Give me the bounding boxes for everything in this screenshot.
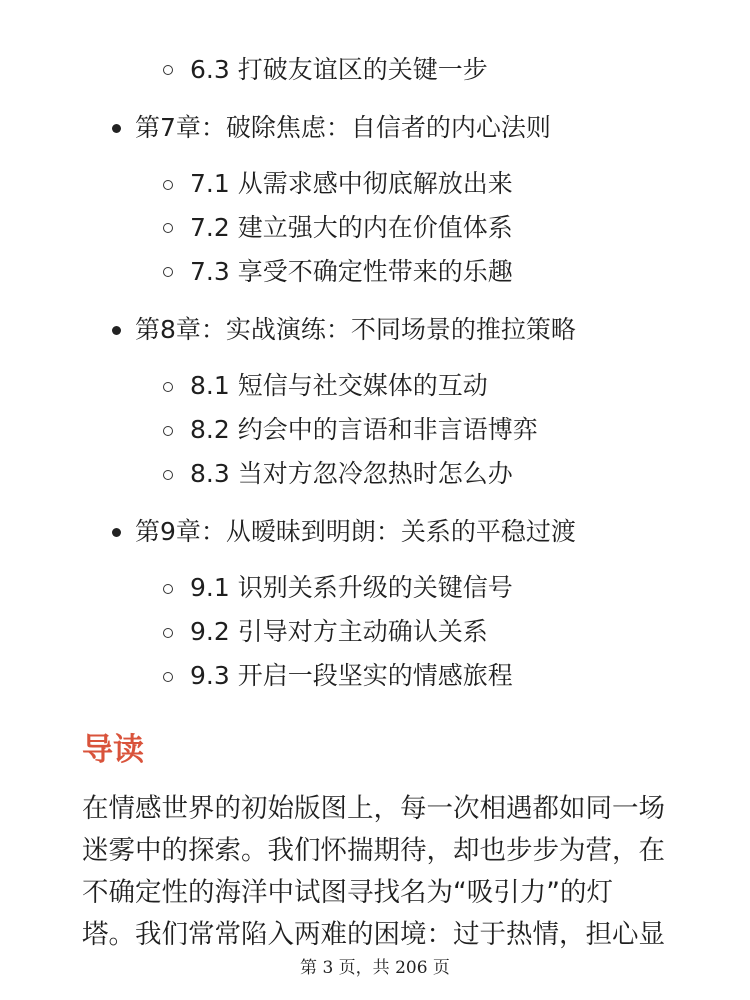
toc-item[interactable]: 9.2 引导对方主动确认关系 <box>190 617 488 646</box>
hollow-bullet-icon <box>163 628 173 638</box>
hollow-bullet-icon <box>163 584 173 594</box>
paragraph-line: 不确定性的海洋中试图寻找名为“吸引力”的灯 <box>82 877 613 908</box>
solid-bullet-icon <box>112 124 121 133</box>
toc-item[interactable]: 7.1 从需求感中彻底解放出来 <box>190 169 513 198</box>
paragraph-line: 在情感世界的初始版图上，每一次相遇都如同一场 <box>82 793 665 824</box>
toc-item[interactable]: 6.3 打破友谊区的关键一步 <box>190 55 488 84</box>
body-paragraph <box>82 788 682 956</box>
toc-item[interactable]: 9.1 识别关系升级的关键信号 <box>190 573 513 602</box>
toc-item[interactable]: 8.3 当对方忽冷忽热时怎么办 <box>190 459 513 488</box>
toc-chapter[interactable]: 第7章：破除焦虑：自信者的内心法则 <box>135 113 551 142</box>
solid-bullet-icon <box>112 528 121 537</box>
hollow-bullet-icon <box>163 426 173 436</box>
hollow-bullet-icon <box>163 223 173 233</box>
hollow-bullet-icon <box>163 470 173 480</box>
paragraph-line: 迷雾中的探索。我们怀揣期待，却也步步为营，在 <box>82 835 665 866</box>
solid-bullet-icon <box>112 326 121 335</box>
toc-item[interactable]: 7.2 建立强大的内在价值体系 <box>190 213 513 242</box>
toc-item[interactable]: 9.3 开启一段坚实的情感旅程 <box>190 661 513 690</box>
page-footer: 第 3 页，共 206 页 <box>300 958 450 978</box>
toc-chapter[interactable]: 第8章：实战演练：不同场景的推拉策略 <box>135 315 576 344</box>
paragraph-line: 塔。我们常常陷入两难的困境：过于热情，担心显 <box>82 919 665 950</box>
toc-chapter[interactable]: 第9章：从暧昧到明朗：关系的平稳过渡 <box>135 517 576 546</box>
section-heading: 导读 <box>82 732 144 768</box>
toc-item[interactable]: 8.2 约会中的言语和非言语博弈 <box>190 415 538 444</box>
hollow-bullet-icon <box>163 267 173 277</box>
hollow-bullet-icon <box>163 180 173 190</box>
toc-item[interactable]: 7.3 享受不确定性带来的乐趣 <box>190 257 513 286</box>
hollow-bullet-icon <box>163 65 173 75</box>
toc-item[interactable]: 8.1 短信与社交媒体的互动 <box>190 371 488 400</box>
hollow-bullet-icon <box>163 672 173 682</box>
hollow-bullet-icon <box>163 382 173 392</box>
